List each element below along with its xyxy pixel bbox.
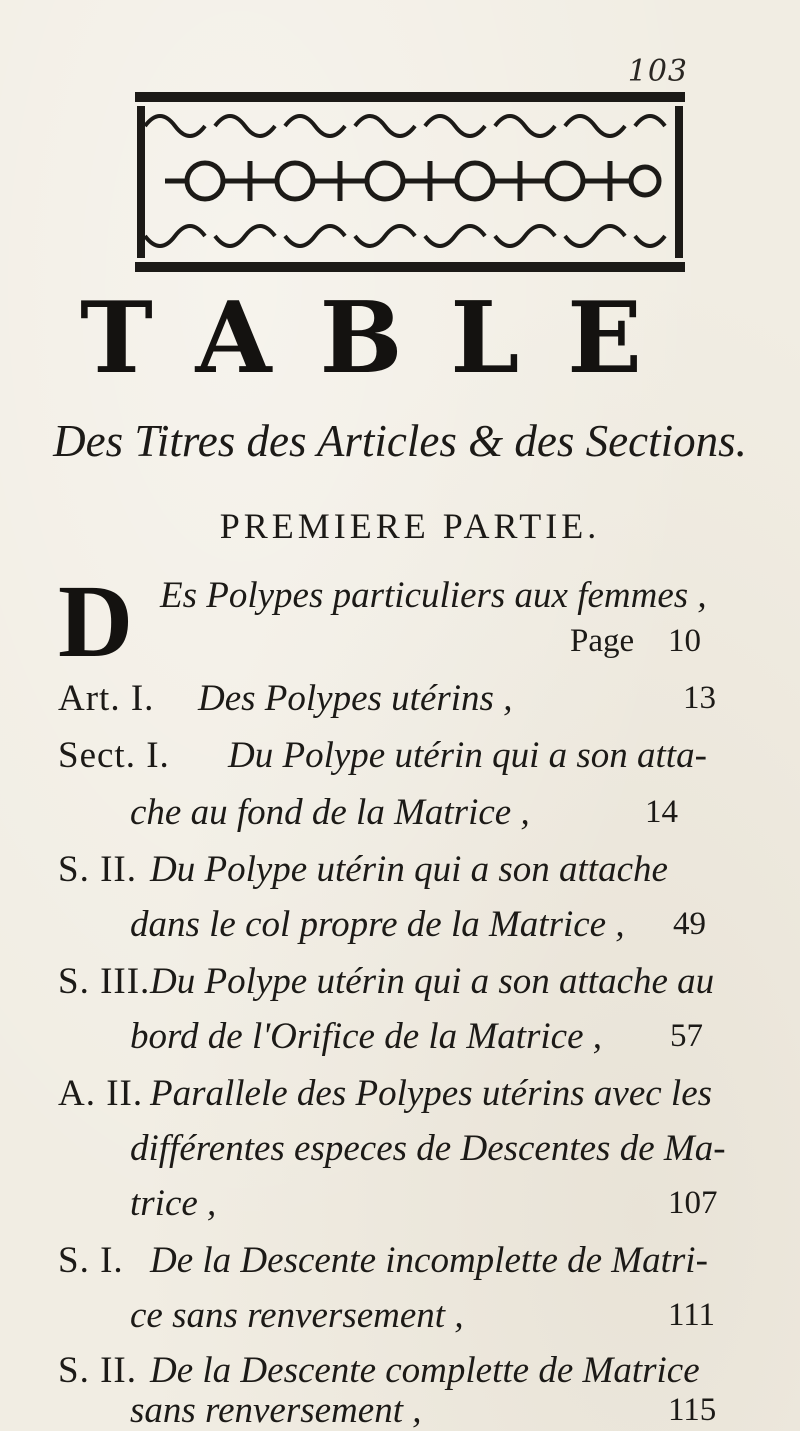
toc-page-number: 57 xyxy=(670,1018,703,1054)
toc-entry-label: S. II. xyxy=(58,1350,137,1391)
toc-entry-label: Sect. I. xyxy=(58,735,170,776)
toc-page-number: 10 xyxy=(668,623,701,659)
toc-entry-text: trice , xyxy=(130,1183,217,1224)
toc-page-number: 14 xyxy=(645,794,678,830)
toc-entry-text: Es Polypes particuliers aux femmes , xyxy=(160,575,707,616)
toc-entry-label: A. II. xyxy=(58,1073,144,1114)
toc-entry-text: ce sans renversement , xyxy=(130,1295,464,1336)
folio-number: 103 xyxy=(627,54,688,89)
toc-entry-text: Du Polype utérin qui a son attache au xyxy=(150,961,715,1002)
part-heading: PREMIERE PARTIE. xyxy=(219,506,601,546)
toc-entry-label: S. I. xyxy=(58,1240,124,1281)
toc-entry-text: dans le col propre de la Matrice , xyxy=(130,904,625,945)
toc-page-number: 111 xyxy=(668,1297,716,1333)
toc-page-number: 107 xyxy=(668,1185,718,1221)
toc-entry-text: De la Descente complette de Matrice xyxy=(150,1350,700,1391)
toc-page-number: 49 xyxy=(673,906,706,942)
toc-entry-text: Du Polype utérin qui a son attache xyxy=(150,849,668,890)
page-subtitle: Des Titres des Articles & des Sections. xyxy=(53,416,747,466)
toc-entry-text: Du Polype utérin qui a son atta- xyxy=(228,735,707,776)
page-title: TABLE xyxy=(79,281,691,396)
toc-entry-text: sans renversement , xyxy=(130,1390,422,1431)
toc-entry-text: Des Polypes utérins , xyxy=(198,678,513,719)
toc-entry-label: S. III. xyxy=(58,961,151,1002)
toc-page-number: 13 xyxy=(683,680,716,716)
toc-entry-text: De la Descente incomplette de Matri- xyxy=(150,1240,708,1281)
toc-entry-text: bord de l'Orifice de la Matrice , xyxy=(130,1016,603,1057)
toc-entry-text: différentes especes de Descentes de Ma- xyxy=(130,1128,726,1169)
toc-entry-label: Art. I. xyxy=(58,678,155,719)
drop-cap-letter: D xyxy=(58,564,134,679)
toc-page-label: Page xyxy=(570,623,635,659)
toc-entry-label: S. II. xyxy=(58,849,137,890)
toc-page-number: 115 xyxy=(668,1392,717,1428)
printer-ornament-headpiece xyxy=(135,86,685,276)
toc-entry-text: Parallele des Polypes utérins avec les xyxy=(150,1073,713,1114)
toc-entry-text: che au fond de la Matrice , xyxy=(130,792,530,833)
